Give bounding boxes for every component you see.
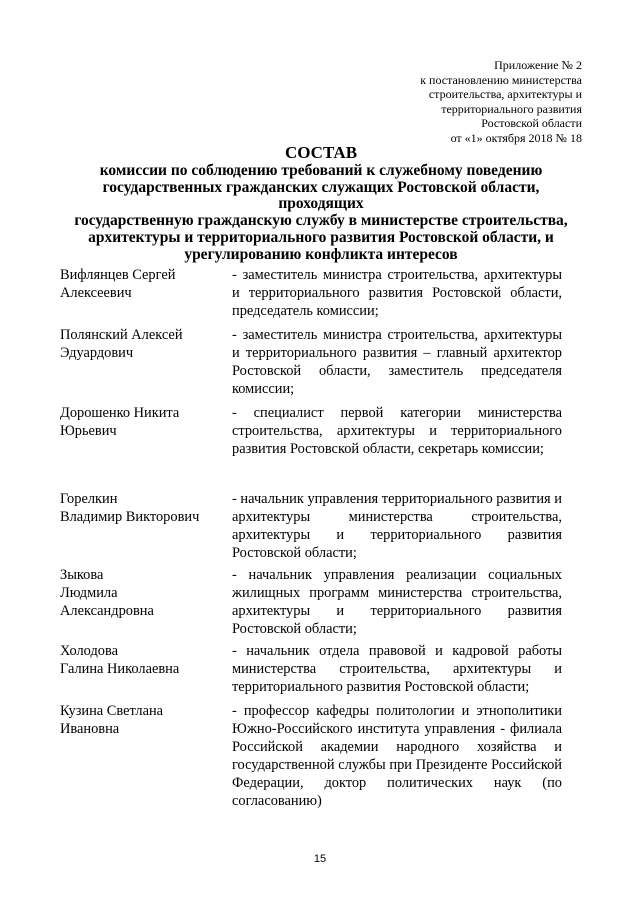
member-name-line: Полянский Алексей: [60, 327, 183, 343]
page-number: 15: [313, 853, 327, 865]
member-role: - заместитель министра строительства, архитектуры и территориального развития – главный архитектор Ростовской области, заместитель председателя комиссии;: [232, 327, 562, 397]
member-name: [60, 566, 225, 620]
member-role: - начальник отдела правовой и кадровой работы министерства строительства, архитектуры и территориального развития Ростовской области;: [232, 643, 562, 695]
member-name-line: Александровна: [60, 603, 154, 619]
member-role: - начальник управления реализации социальных жилищных программ министерства строительства, архитектуры и территориального развития Ростовской области;: [232, 567, 562, 637]
title-subtitle-line: урегулированию конфликта интересов: [184, 245, 458, 263]
member-name-line: Алексеевич: [60, 285, 132, 301]
annex-line: к постановлению министерства: [420, 72, 582, 87]
document-title: [60, 145, 582, 264]
member-name: [60, 702, 225, 738]
member-name: [60, 326, 225, 362]
member-name-line: Кузина Светлана: [60, 703, 164, 719]
member-name-line: Вифлянцев Сергей: [60, 267, 176, 283]
member-name-line: Холодова: [60, 643, 118, 659]
title-heading: СОСТАВ: [284, 143, 358, 162]
title-subtitle-line: государственную гражданскую службу в министерстве строительства,: [74, 212, 568, 230]
member-name: [60, 266, 225, 302]
member-role: - начальник управления территориального развития и архитектуры министерства строительства, архитектуры и территориального развития Ростовской области;: [232, 491, 562, 561]
member-name-line: Галина Николаевна: [60, 661, 180, 677]
title-subtitle-line: государственных гражданских служащих Ростовской области, проходящих: [102, 178, 540, 213]
member-name-line: Людмила: [60, 585, 118, 601]
member-role: - специалист первой категории министерства строительства, архитектуры и территориального развития Ростовской области, секретарь комиссии;: [232, 405, 562, 457]
member-role: - заместитель министра строительства, архитектуры и территориального развития Ростовской области, председатель комиссии;: [232, 267, 562, 319]
annex-line: строительства, архитектуры и: [428, 87, 582, 102]
member-name: [60, 404, 225, 440]
member-name-line: Дорошенко Никита: [60, 405, 180, 421]
member-name-line: Владимир Викторович: [60, 509, 200, 525]
title-subtitle-line: архитектуры и территориального развития Ростовской области, и: [88, 228, 554, 246]
title-subtitle-line: комиссии по соблюдению требований к служебному поведению: [99, 161, 543, 179]
annex-line: от «1» октября 2018 № 18: [450, 130, 582, 145]
member-name: [60, 642, 225, 678]
member-name-line: Эдуардович: [60, 345, 134, 361]
member-name-line: Зыкова: [60, 567, 104, 583]
member-role: - профессор кафедры политологии и этнополитики Южно-Российского института управления - филиала Российской академии народного хозяйства и государственной службы при Президенте Российской Федерации, доктор политических наук (по согласованию): [232, 703, 562, 809]
member-name-line: Ивановна: [60, 721, 120, 737]
member-name-line: Горелкин: [60, 491, 118, 507]
annex-line: Приложение № 2: [494, 58, 582, 72]
annex-line: Ростовской области: [481, 116, 582, 131]
annex-line: территориального развития: [441, 101, 582, 116]
member-name-line: Юрьевич: [60, 423, 117, 439]
member-name: [60, 490, 225, 526]
annex-header: [362, 58, 582, 146]
